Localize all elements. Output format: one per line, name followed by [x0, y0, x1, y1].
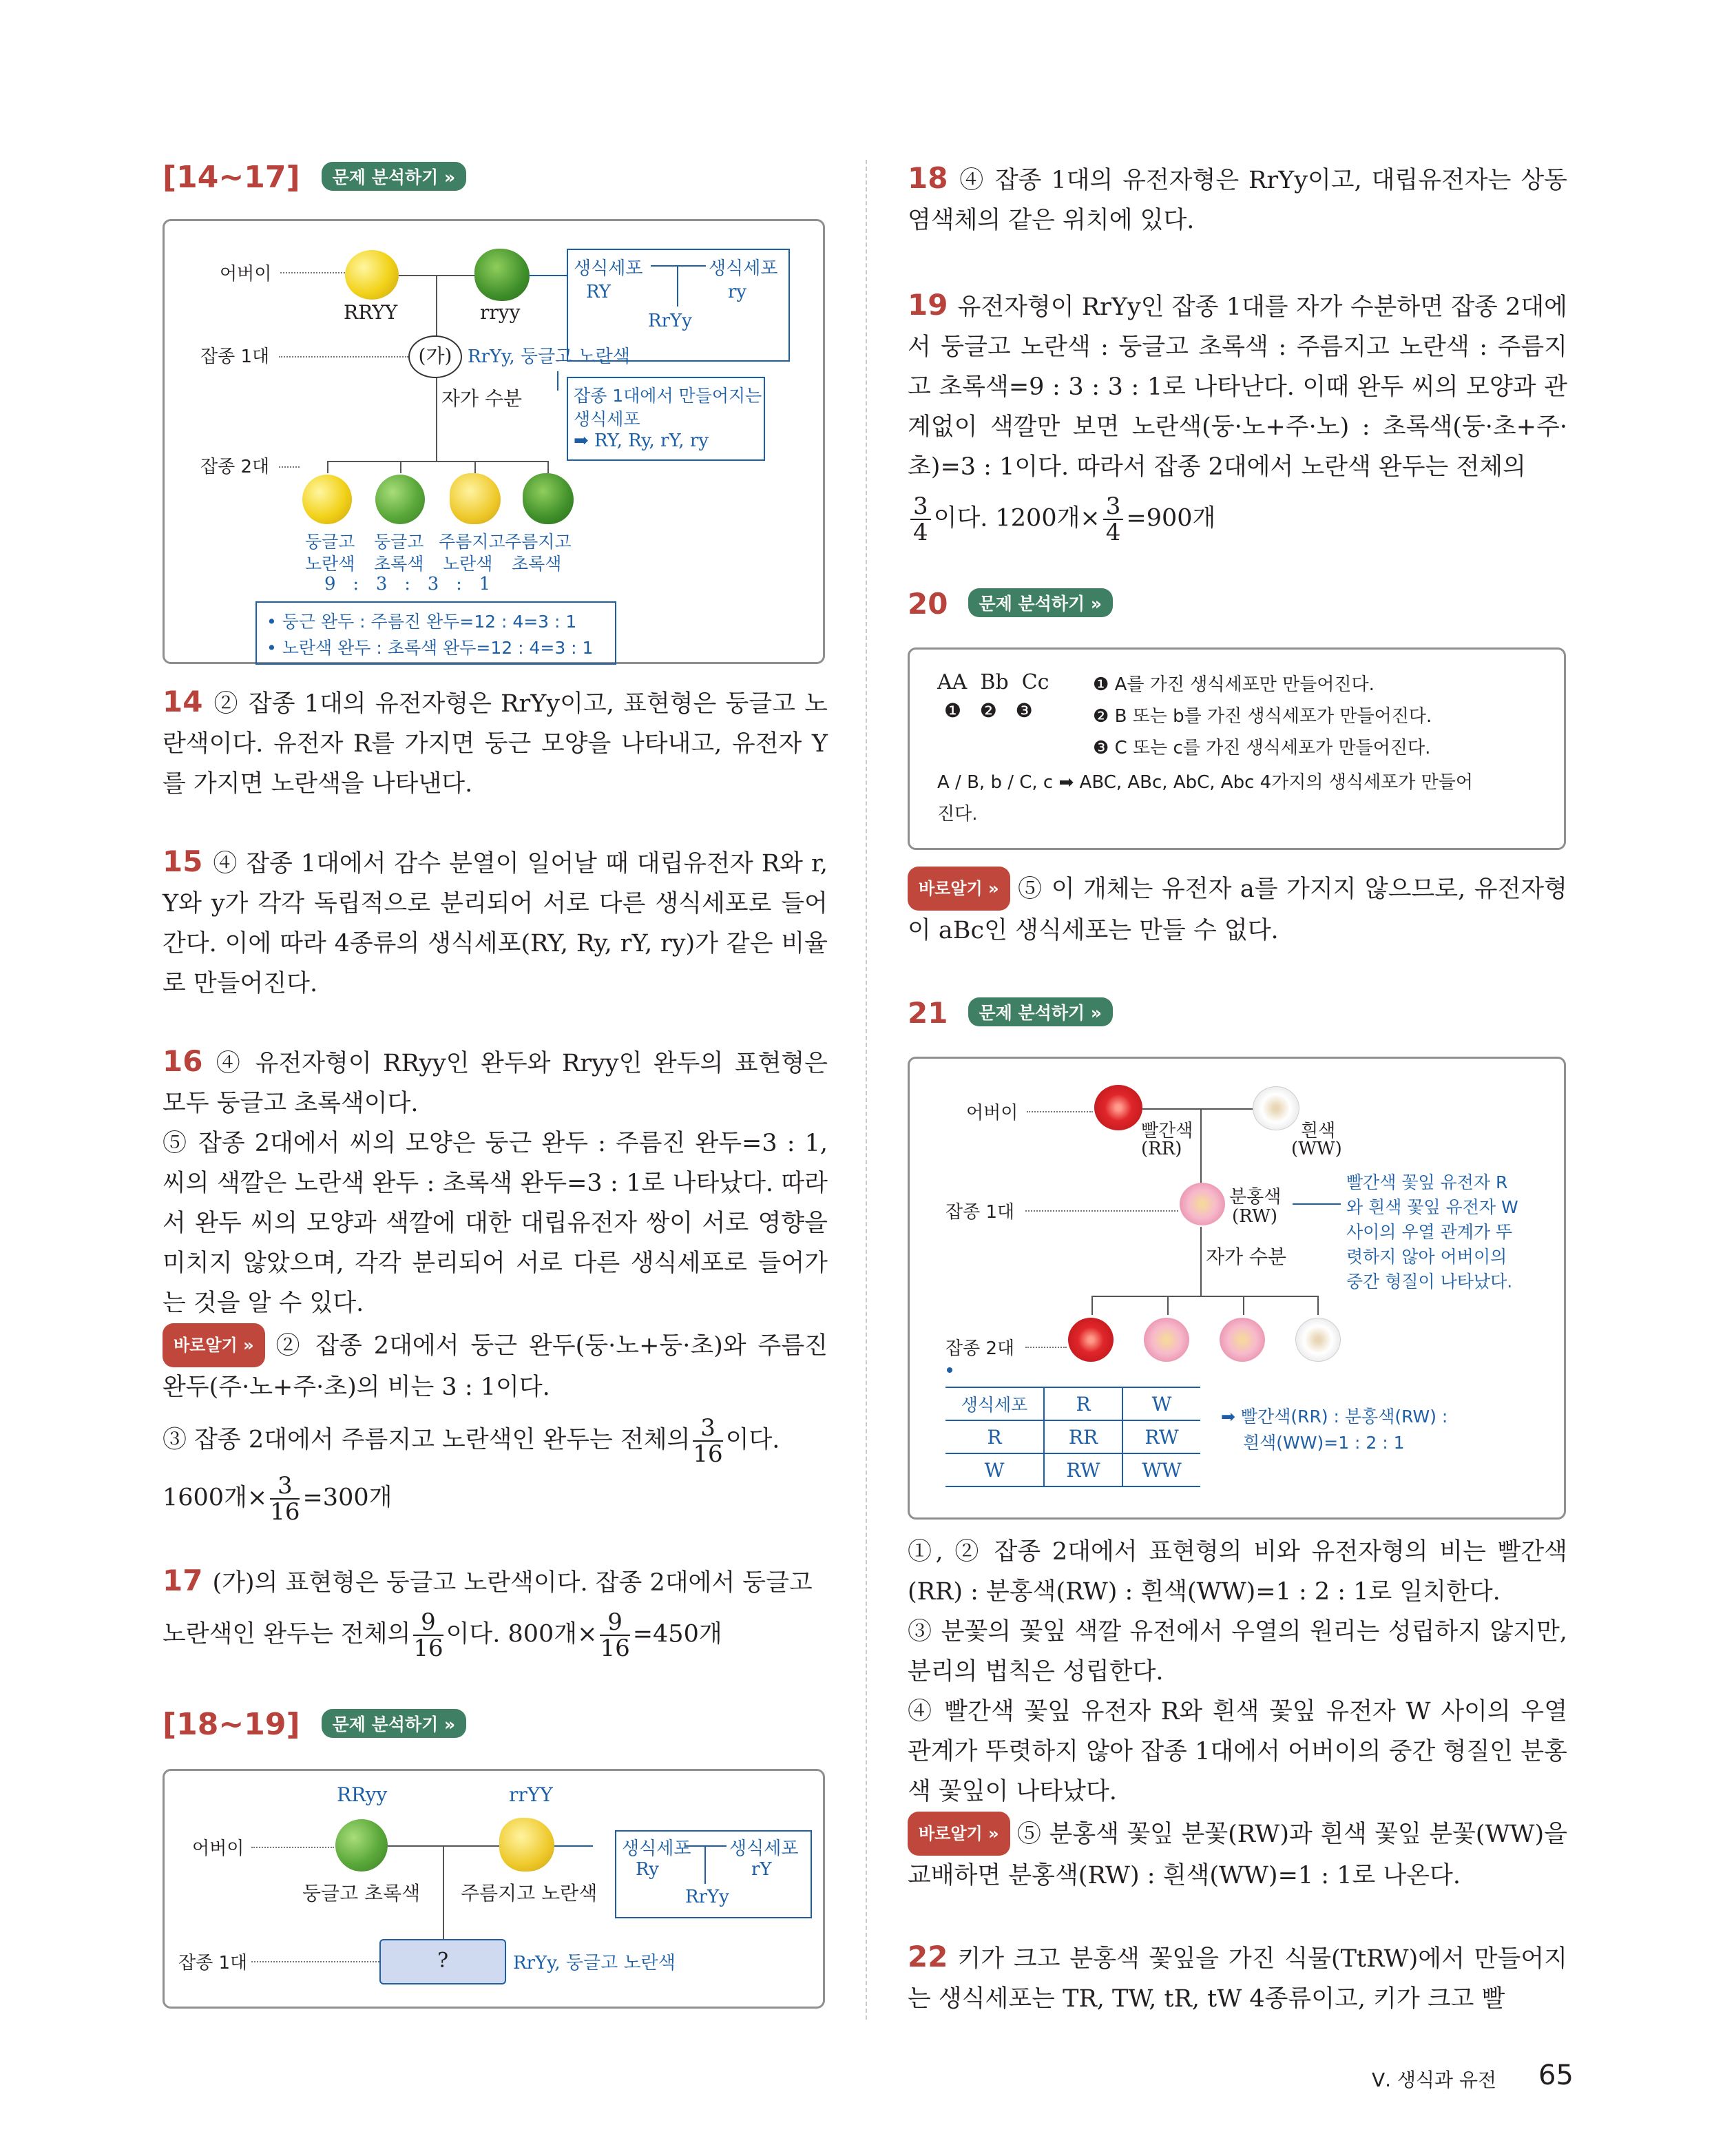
- denominator: 4: [1105, 519, 1121, 546]
- f2-phenotype-3: 주름지고: [439, 532, 505, 552]
- parent-label: 어버이: [192, 1838, 244, 1859]
- punnett-header: 생식세포: [945, 1387, 1044, 1420]
- analysis-badge: 문제 분석하기 »: [968, 997, 1113, 1026]
- section-label: [18~19]: [163, 1707, 300, 1742]
- calc-end: =300개: [302, 1484, 393, 1512]
- note-line-5: 중간 형질이 나타났다.: [1346, 1272, 1513, 1292]
- gamete-value-1: Ry: [636, 1859, 659, 1880]
- round-green-pea-icon: [375, 475, 425, 524]
- answer-19: [908, 285, 1567, 545]
- wrinkled-green-pea-icon: [474, 249, 530, 301]
- calc-start: 이다. 800개×: [446, 1620, 598, 1648]
- white-genotype: (WW): [1291, 1139, 1342, 1159]
- answer-16: [163, 1041, 828, 1524]
- answer-text-2: 노란색인 완두는 전체의: [163, 1620, 411, 1648]
- fraction: [270, 1473, 300, 1524]
- analysis-badge: 문제 분석하기 »: [322, 1709, 466, 1738]
- section-heading-14-17: [163, 160, 466, 195]
- answer-text-1: ④ 유전자형이 RRyy인 완두와 Rryy인 완두의 표현형은 모두 둥글고 초록색이다.: [163, 1050, 828, 1117]
- answer-text-2: ⑤ 잡종 2대에서 씨의 모양은 둥근 완두 : 주름진 완두=3 : 1, 씨의 색깔은 노란색 완두 : 초록색 완두=3 : 1로 나타났다. 따라서 완두 씨의 모양과 색깔에 대한 대립유전자 쌍이 서로 영향을 미치지 않았으며, 각각 분리되어 서로 다른 생식세포로 들어가는 것을 알 수 있다.: [163, 1130, 828, 1317]
- parent-label: 어버이: [966, 1103, 1018, 1123]
- question-number: 15: [163, 844, 203, 878]
- f1-gametes-box: [567, 377, 765, 461]
- section-label: [14~17]: [163, 160, 300, 195]
- note-line-4: 렷하지 않아 어버이의: [1346, 1247, 1507, 1267]
- question-number: 22: [908, 1940, 948, 1973]
- answer-18: [908, 158, 1567, 240]
- answer-text-1: (가)의 표현형은 둥글고 노란색이다. 잡종 2대에서 둥글고: [212, 1569, 813, 1597]
- pink-flower-icon: [1220, 1318, 1265, 1362]
- round-yellow-pea-icon: [345, 250, 399, 300]
- f1-label: 잡종 1대: [200, 346, 270, 367]
- parent1-phenotype: 둥글고 초록색: [302, 1882, 421, 1905]
- denominator: 16: [600, 1635, 630, 1662]
- self-pollination-label: 자가 수분: [441, 387, 523, 410]
- dihybrid-cross-figure: [163, 219, 825, 664]
- note-line-3: 사이의 우열 관계가 뚜: [1346, 1222, 1513, 1242]
- numerator: 3: [270, 1473, 300, 1500]
- fraction: [910, 494, 931, 545]
- red-label: 빨간색: [1141, 1121, 1193, 1141]
- denominator: 4: [913, 519, 928, 546]
- punnett-cell: RW: [1044, 1453, 1122, 1486]
- genotype-aabbcc: AA Bb Cc: [937, 670, 1049, 694]
- answer-text-4: ⑤ 분홍색 꽃잎 분꽃(RW)과 흰색 꽃잎 분꽃(WW)을 교배하면 분홍색(RW) : 흰색(WW)=1 : 1로 나온다.: [908, 1821, 1567, 1889]
- section-heading-21: [908, 996, 1113, 1030]
- f2-phenotype-2: 둥글고: [374, 532, 424, 552]
- answer-text-1: ①, ② 잡종 2대에서 표현형의 비와 유전자형의 비는 빨간색(RR) : 분홍색(RW) : 흰색(WW)=1 : 2 : 1로 일치한다.: [908, 1538, 1567, 1606]
- round-green-pea-icon: [335, 1819, 388, 1872]
- note-4: A / B, b / C, c ➡ ABC, ABc, AbC, Abc 4가지의 생식세포가 만들어: [937, 772, 1473, 793]
- parent1-genotype: RRyy: [337, 1783, 388, 1806]
- f1-description: RrYy, 둥글고 노란색: [468, 346, 630, 367]
- note-line-1: 빨간색 꽃잎 유전자 R: [1346, 1172, 1508, 1192]
- answer-text-2: ③ 분꽃의 꽃잎 색깔 유전에서 우열의 원리는 성립하지 않지만, 분리의 법칙은 성립한다.: [908, 1618, 1567, 1686]
- gamete-label-2: 생식세포: [729, 1838, 799, 1859]
- red-flower-icon: [1094, 1085, 1142, 1130]
- answer-text: 유전자형이 RrYy인 잡종 1대를 자가 수분하면 잡종 2대에서 둥글고 노란색 : 둥글고 초록색 : 주름지고 노란색 : 주름지고 초록색=9 : 3 : 3 : 1로 나타난다. 이때 완두 씨의 모양과 관계없이 색깔만 보면 노란색(둥·노+주·노) : 초록색(둥·초+주·초)=3 : 1이다. 따라서 잡종 2대에서 노란색 완두는 전체의: [908, 293, 1567, 481]
- answer-text-4-end: 이다.: [725, 1426, 780, 1454]
- answer-20: [908, 867, 1567, 951]
- genotype-markers: ❶ ❷ ❸: [944, 699, 1033, 722]
- note-5: 진다.: [937, 804, 978, 825]
- answer-text: ② 잡종 1대의 유전자형은 RrYy이고, 표현형은 둥글고 노란색이다. 유전자 R를 가지면 둥근 모양을 나타내고, 유전자 Y를 가지면 노란색을 나타낸다.: [163, 690, 828, 798]
- answer-21: [908, 1532, 1567, 1896]
- gamete-combined: RrYy: [685, 1887, 729, 1907]
- answer-text-3: ④ 빨간색 꽃잎 유전자 R와 흰색 꽃잎 유전자 W 사이의 우열 관계가 뚜렷하지 않아 잡종 1대에서 어버이의 중간 형질인 분홍색 꽃잎이 나타났다.: [908, 1698, 1567, 1805]
- f1-gametes-title-2: 생식세포: [574, 409, 640, 429]
- gamete-label-2: 생식세포: [709, 258, 778, 279]
- question-number: 14: [163, 685, 203, 718]
- answer-15: [163, 842, 828, 1004]
- summary-line-1: • 둥근 완두 : 주름진 완두=12 : 4=3 : 1: [266, 612, 577, 632]
- column-divider: [866, 160, 867, 2020]
- correction-badge: 바로알기 »: [908, 1812, 1010, 1856]
- numerator: 9: [413, 1610, 443, 1636]
- question-number: 21: [908, 996, 948, 1030]
- note-1: ❶ A를 가진 생식세포만 만들어진다.: [1093, 674, 1375, 695]
- fraction: [1103, 494, 1124, 545]
- analysis-badge: 문제 분석하기 »: [968, 588, 1113, 617]
- f2-phenotype-2b: 초록색: [374, 554, 424, 574]
- correction-badge: 바로알기 »: [908, 867, 1010, 911]
- punnett-cell: WW: [1122, 1453, 1200, 1486]
- note-2: ❷ B 또는 b를 가진 생식세포가 만들어진다.: [1093, 706, 1432, 727]
- f1-description: RrYy, 둥글고 노란색: [513, 1953, 676, 1973]
- f1-gametes-title: 잡종 1대에서 만들어지는: [574, 386, 762, 406]
- pink-flower-icon: [1144, 1318, 1189, 1362]
- numerator: 3: [1103, 494, 1124, 520]
- page-number: 65: [1538, 2060, 1574, 2091]
- calc-end: =450개: [632, 1620, 722, 1648]
- punnett-row-1: R: [945, 1420, 1044, 1453]
- f2-phenotype-4: 주름지고: [505, 532, 572, 552]
- unknown-f1-box: ?: [379, 1939, 506, 1984]
- answer-text-4: ③ 잡종 2대에서 주름지고 노란색인 완두는 전체의: [163, 1426, 691, 1454]
- parent-gametes-box: [615, 1830, 812, 1918]
- pink-label: 분홍색: [1229, 1187, 1282, 1207]
- gamete-value-1: RY: [586, 282, 611, 302]
- answer-text: ④ 잡종 1대에서 감수 분열이 일어날 때 대립유전자 R와 r, Y와 y가 각각 독립적으로 분리되어 서로 다른 생식세포로 들어간다. 이에 따라 4종류의 생식세포(RY, Ry, rY, ry)가 같은 비율로 만들어진다.: [163, 850, 828, 997]
- fraction: [413, 1610, 443, 1661]
- correction-badge: 바로알기 »: [163, 1323, 265, 1367]
- note-line-2: 와 흰색 꽃잎 유전자 W: [1346, 1197, 1518, 1217]
- white-flower-icon: [1295, 1318, 1341, 1362]
- denominator: 16: [693, 1440, 723, 1468]
- punnett-row-2: W: [945, 1453, 1044, 1486]
- fraction: [600, 1610, 629, 1661]
- four-oclock-cross-figure: [908, 1057, 1566, 1520]
- red-flower-icon: [1068, 1318, 1114, 1362]
- f2-phenotype-4b: 초록색: [512, 554, 562, 574]
- answer-text: 키가 크고 분홍색 꽃잎을 가진 식물(TtRW)에서 만들어지는 생식세포는 TR, TW, tR, tW 4종류이고, 키가 크고 빨: [908, 1945, 1567, 2013]
- punnett-col-1: R: [1044, 1387, 1122, 1420]
- self-pollination-label: 자가 수분: [1206, 1245, 1287, 1268]
- analysis-badge: 문제 분석하기 »: [322, 162, 466, 191]
- wrinkled-yellow-pea-icon: [450, 473, 501, 524]
- answer-22: [908, 1937, 1567, 2019]
- section-heading-20: [908, 587, 1113, 621]
- parent2-phenotype: 주름지고 노란색: [461, 1882, 598, 1905]
- pink-genotype: (RW): [1232, 1206, 1278, 1227]
- fraction: [693, 1416, 722, 1466]
- white-label: 흰색: [1301, 1121, 1336, 1141]
- punnett-square: [945, 1387, 1200, 1487]
- calc-end: =900개: [1126, 504, 1216, 532]
- answer-14: [163, 682, 828, 804]
- parent-label: 어버이: [220, 264, 272, 284]
- f1-gametes-list: ➡ RY, Ry, rY, ry: [574, 431, 709, 451]
- f2-phenotype-1b: 노란색: [305, 554, 355, 574]
- question-number: 19: [908, 288, 948, 322]
- f2-phenotype-3b: 노란색: [443, 554, 493, 574]
- f2-label: 잡종 2대: [945, 1338, 1015, 1359]
- punnett-cell: RR: [1044, 1420, 1122, 1453]
- f2-label: 잡종 2대: [200, 457, 270, 477]
- chapter-title: Ⅴ. 생식과 유전: [1372, 2069, 1497, 2091]
- numerator: 9: [600, 1610, 629, 1636]
- result-line-2: 흰색(WW)=1 : 2 : 1: [1243, 1433, 1405, 1453]
- f2-phenotype-1: 둥글고: [305, 532, 355, 552]
- numerator: 3: [693, 1416, 722, 1442]
- answer-17: [163, 1561, 828, 1661]
- punnett-cell: RW: [1122, 1420, 1200, 1453]
- result-line-1: ➡ 빨간색(RR) : 분홍색(RW) :: [1221, 1407, 1448, 1427]
- f2-ratio: 9 : 3 : 3 : 1: [324, 574, 491, 594]
- white-flower-icon: [1253, 1086, 1299, 1130]
- answer-text-3: ② 잡종 2대에서 둥근 완두(둥·노+둥·초)와 주름진 완두(주·노+주·초)의 비는 3 : 1이다.: [163, 1332, 828, 1401]
- f1-ga-node: (가): [408, 335, 462, 378]
- question-number: 16: [163, 1044, 203, 1078]
- answer-text: ④ 잡종 1대의 유전자형은 RrYy이고, 대립유전자는 상동 염색체의 같은 위치에 있다.: [908, 167, 1567, 234]
- denominator: 16: [270, 1498, 300, 1526]
- question-number: 17: [163, 1564, 203, 1597]
- question-number: 20: [908, 587, 948, 621]
- cross-figure-18-19: [163, 1769, 825, 2009]
- section-heading-18-19: [163, 1707, 466, 1742]
- pink-flower-icon: [1180, 1183, 1225, 1225]
- question-number: 18: [908, 161, 948, 195]
- parent1-genotype: RRYY: [344, 301, 398, 324]
- parent2-genotype: rrYY: [509, 1783, 553, 1806]
- gamete-label-1: 생식세포: [574, 258, 643, 279]
- gamete-analysis-box: [908, 647, 1566, 850]
- note-3: ❸ C 또는 c를 가진 생식세포가 만들어진다.: [1093, 738, 1431, 758]
- parent2-genotype: rryy: [480, 301, 521, 324]
- gamete-value-2: rY: [751, 1859, 772, 1880]
- answer-text: ⑤ 이 개체는 유전자 a를 가지지 않으므로, 유전자형이 aBc인 생식세포는 만들 수 없다.: [908, 875, 1567, 944]
- gamete-label-1: 생식세포: [622, 1838, 691, 1859]
- gamete-value-2: ry: [728, 282, 747, 302]
- calc-start: 이다. 1200개×: [933, 504, 1100, 532]
- f1-label: 잡종 1대: [945, 1202, 1015, 1223]
- red-genotype: (RR): [1141, 1139, 1182, 1159]
- summary-box: [255, 601, 616, 665]
- round-yellow-pea-icon: [302, 475, 352, 524]
- punnett-col-2: W: [1122, 1387, 1200, 1420]
- calc-start: 1600개×: [163, 1484, 268, 1512]
- gamete-combined: RrYy: [648, 311, 692, 331]
- wrinkled-yellow-pea-icon: [499, 1818, 554, 1872]
- f1-label: 잡종 1대: [178, 1953, 248, 1973]
- denominator: 16: [413, 1635, 443, 1662]
- wrinkled-green-pea-icon: [523, 473, 574, 524]
- numerator: 3: [910, 494, 931, 520]
- summary-line-2: • 노란색 완두 : 초록색 완두=12 : 4=3 : 1: [266, 638, 594, 658]
